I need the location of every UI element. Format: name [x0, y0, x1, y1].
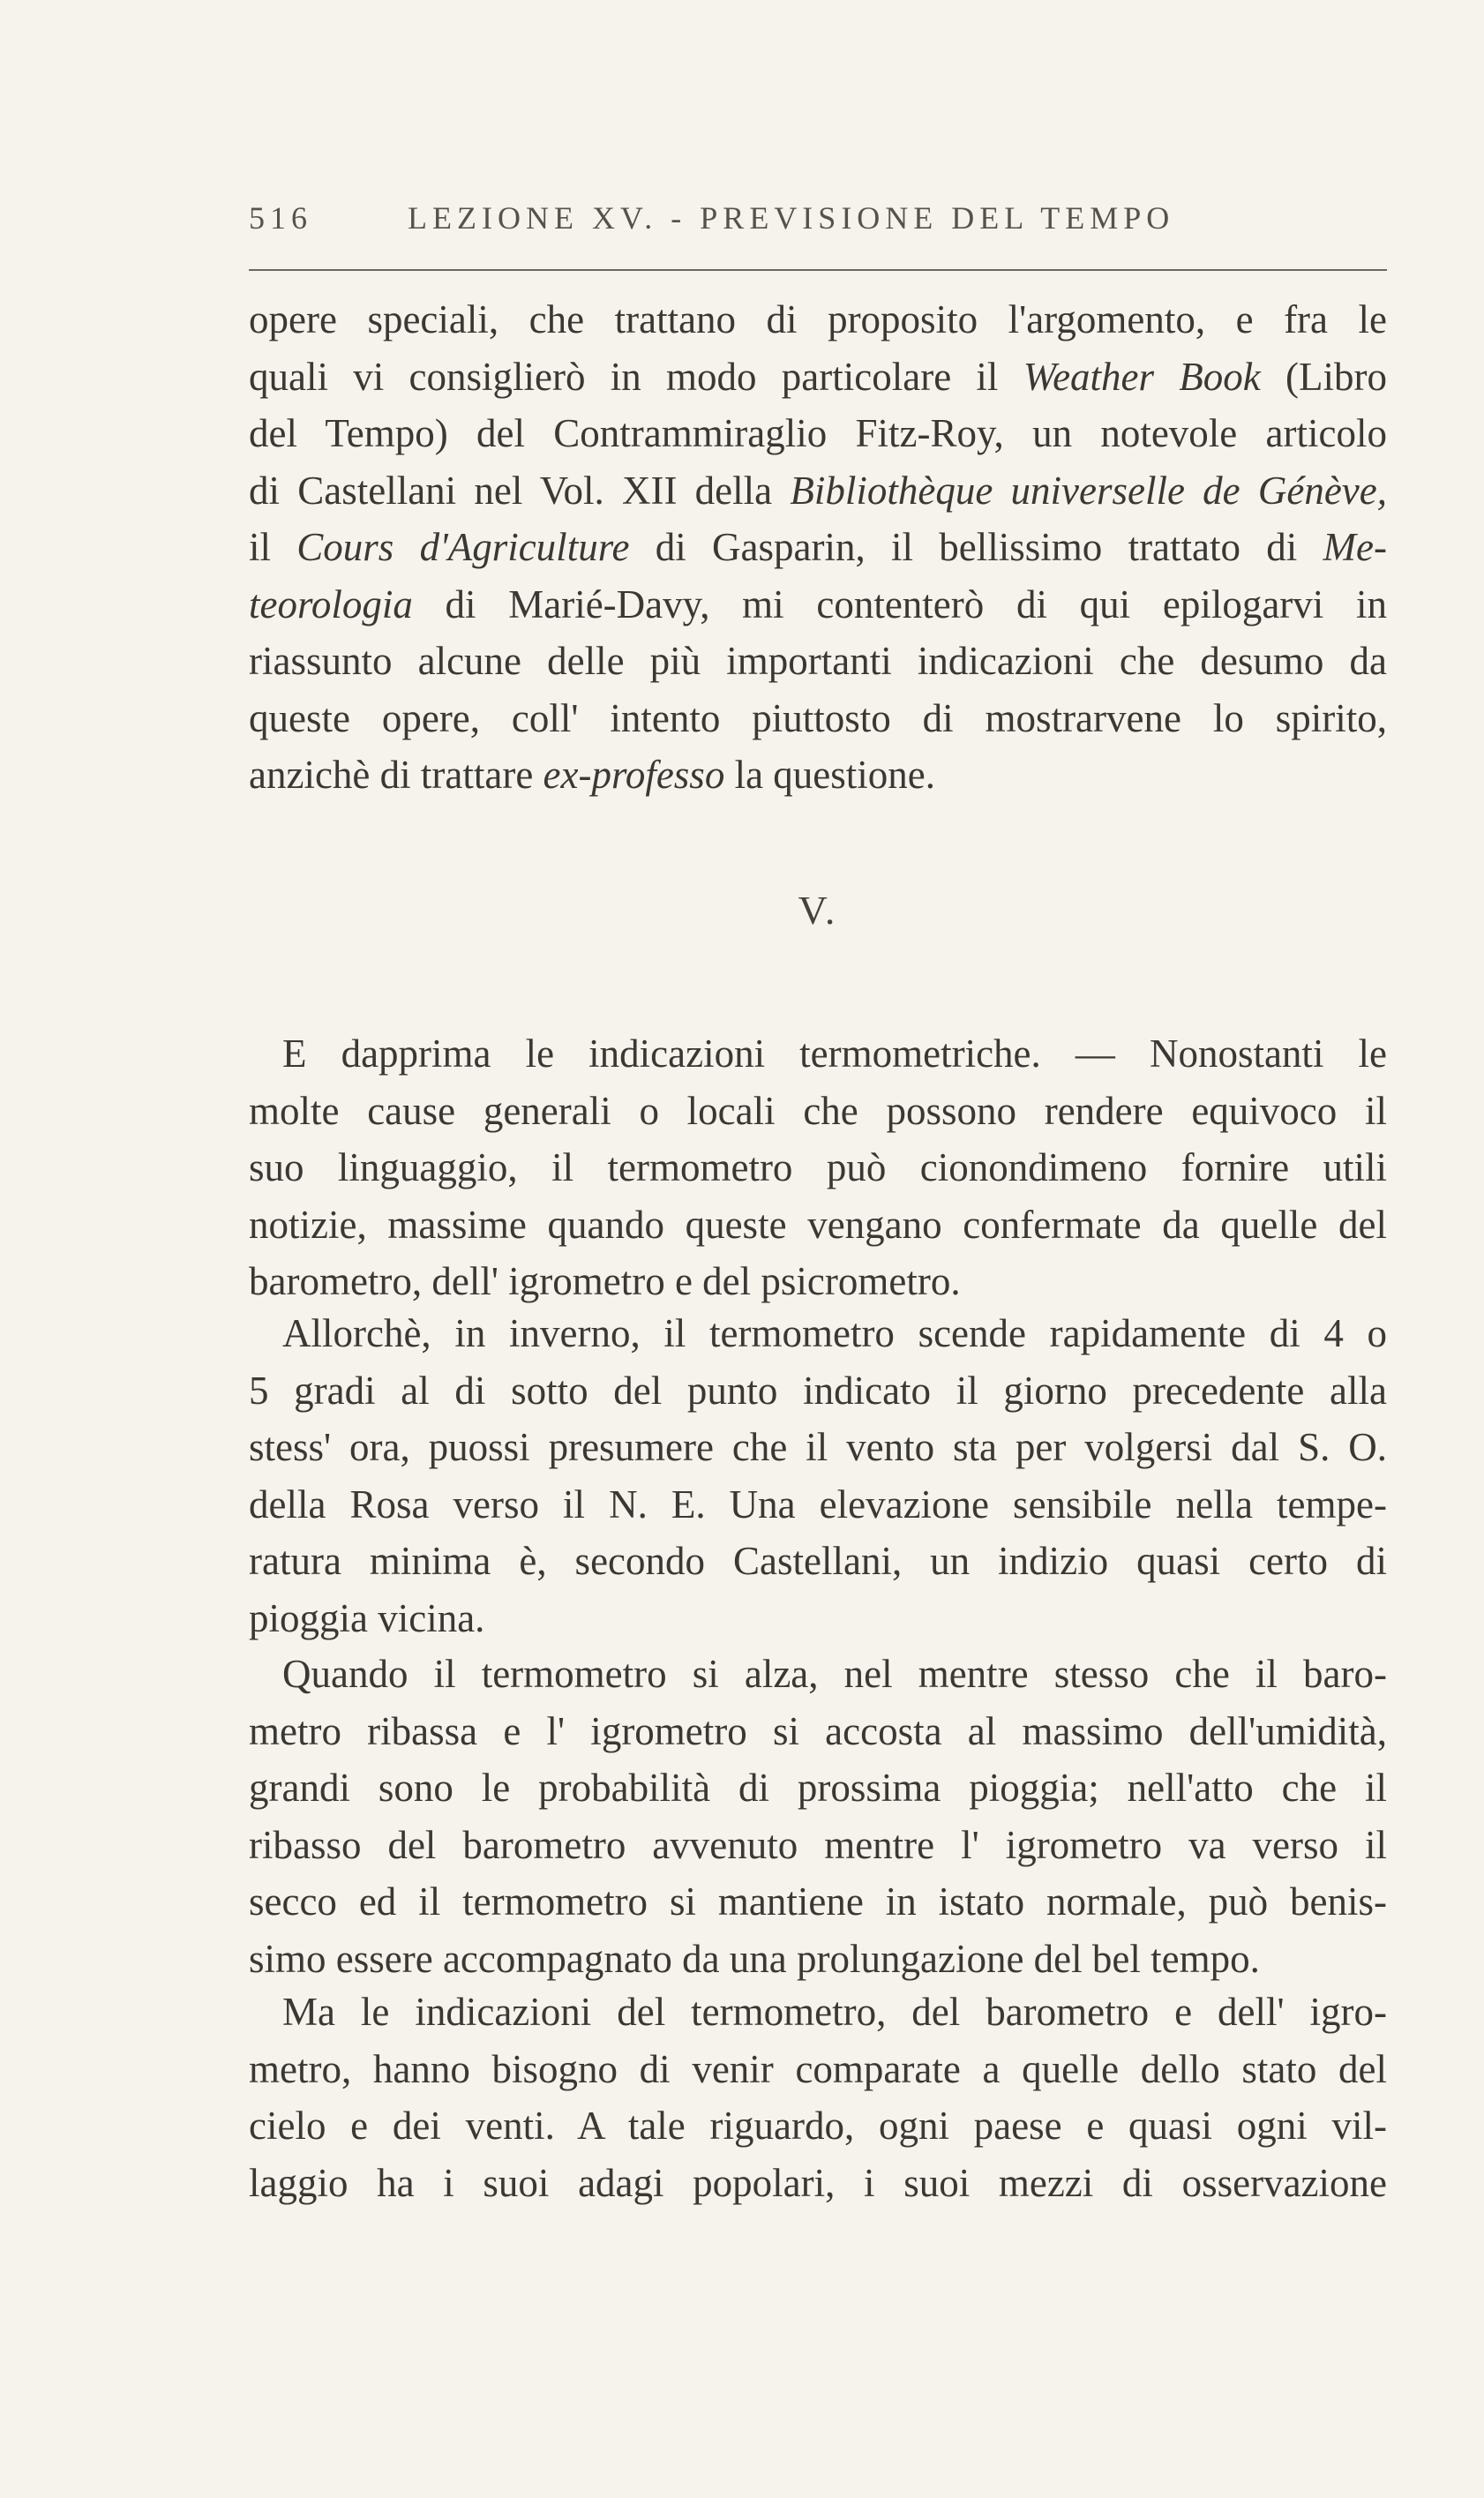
header-rule — [249, 269, 1387, 271]
text-line: del Tempo) del Contrammiraglio Fitz-Roy, un notevole articolo — [249, 411, 1387, 455]
text-line: pioggia vicina. — [249, 1595, 485, 1640]
text-line: 5 gradi al di sotto del punto indicato il giorno precedente alla — [249, 1368, 1387, 1413]
paragraph-4 — [249, 1646, 1387, 1987]
text-line: queste opere, coll' intento piuttosto di mostrarvene lo spirito, — [249, 695, 1387, 740]
text-line: ratura minima è, secondo Castellani, un indizio quasi certo di — [249, 1539, 1387, 1583]
paragraph-1 — [249, 291, 1387, 804]
text-line: simo essere accompagnato da una prolungazione del bel tempo. — [249, 1936, 1260, 1981]
text-line: stess' ora, puossi presumere che il vento sta per volgersi dal S. O. — [249, 1425, 1387, 1469]
text-line: teorologia di Marié-Davy, mi contenterò di qui epilogarvi in — [249, 581, 1387, 626]
text-line: della Rosa verso il N. E. Una elevazione sensibile nella tempe- — [249, 1482, 1387, 1527]
text-line: Allorchè, in inverno, il termometro scende rapidamente di 4 o — [282, 1311, 1387, 1355]
text-line: il Cours d'Agriculture di Gasparin, il bellissimo trattato di Me- — [249, 525, 1387, 569]
text-line: Quando il termometro si alza, nel mentre stesso che il baro- — [282, 1652, 1387, 1696]
paragraph-2 — [249, 1025, 1387, 1310]
text-line: molte cause generali o locali che possono rendere equivoco il — [249, 1088, 1387, 1133]
text-line: riassunto alcune delle più importanti indicazioni che desumo da — [249, 639, 1387, 683]
paragraph-3 — [249, 1305, 1387, 1647]
text-line: metro ribassa e l' igrometro si accosta al massimo dell'umidità, — [249, 1708, 1387, 1753]
text-line: notizie, massime quando queste vengano confermate da quelle del — [249, 1202, 1387, 1247]
text-line: opere speciali, che trattano di proposito l'argomento, e fra le — [249, 297, 1387, 341]
text-line: di Castellani nel Vol. XII della Bibliothèque universelle de Génève, — [249, 468, 1387, 513]
text-line: laggio ha i suoi adagi popolari, i suoi mezzi di osservazione — [249, 2160, 1387, 2205]
text-line: suo linguaggio, il termometro può cionondimeno fornire utili — [249, 1145, 1387, 1189]
text-line: secco ed il termometro si mantiene in istato normale, può benis- — [249, 1879, 1387, 1924]
text-line: ribasso del barometro avvenuto mentre l' igrometro va verso il — [249, 1822, 1387, 1867]
text-line: metro, hanno bisogno di venir comparate a quelle dello stato del — [249, 2046, 1387, 2091]
text-line: anzichè di trattare ex-professo la questione. — [249, 753, 936, 797]
text-line: Ma le indicazioni del termometro, del barometro e dell' igro- — [282, 1990, 1387, 2034]
text-line: quali vi consiglierò in modo particolare il Weather Book (Libro — [249, 354, 1388, 399]
paragraph-5 — [249, 1984, 1387, 2211]
page-number: 516 — [249, 200, 312, 236]
text-line: barometro, dell' igrometro e del psicrometro. — [249, 1259, 961, 1303]
text-line: cielo e dei venti. A tale riguardo, ogni paese e quasi ogni vil- — [249, 2104, 1387, 2148]
section-heading: V. — [798, 888, 838, 933]
running-head — [249, 199, 1387, 236]
text-line: E dapprima le indicazioni termometriche. — Nonostanti le — [282, 1031, 1387, 1076]
running-title: LEZIONE XV. - PREVISIONE DEL TEMPO — [408, 200, 1175, 236]
text-line: grandi sono le probabilità di prossima pioggia; nell'atto che il — [249, 1766, 1387, 1810]
